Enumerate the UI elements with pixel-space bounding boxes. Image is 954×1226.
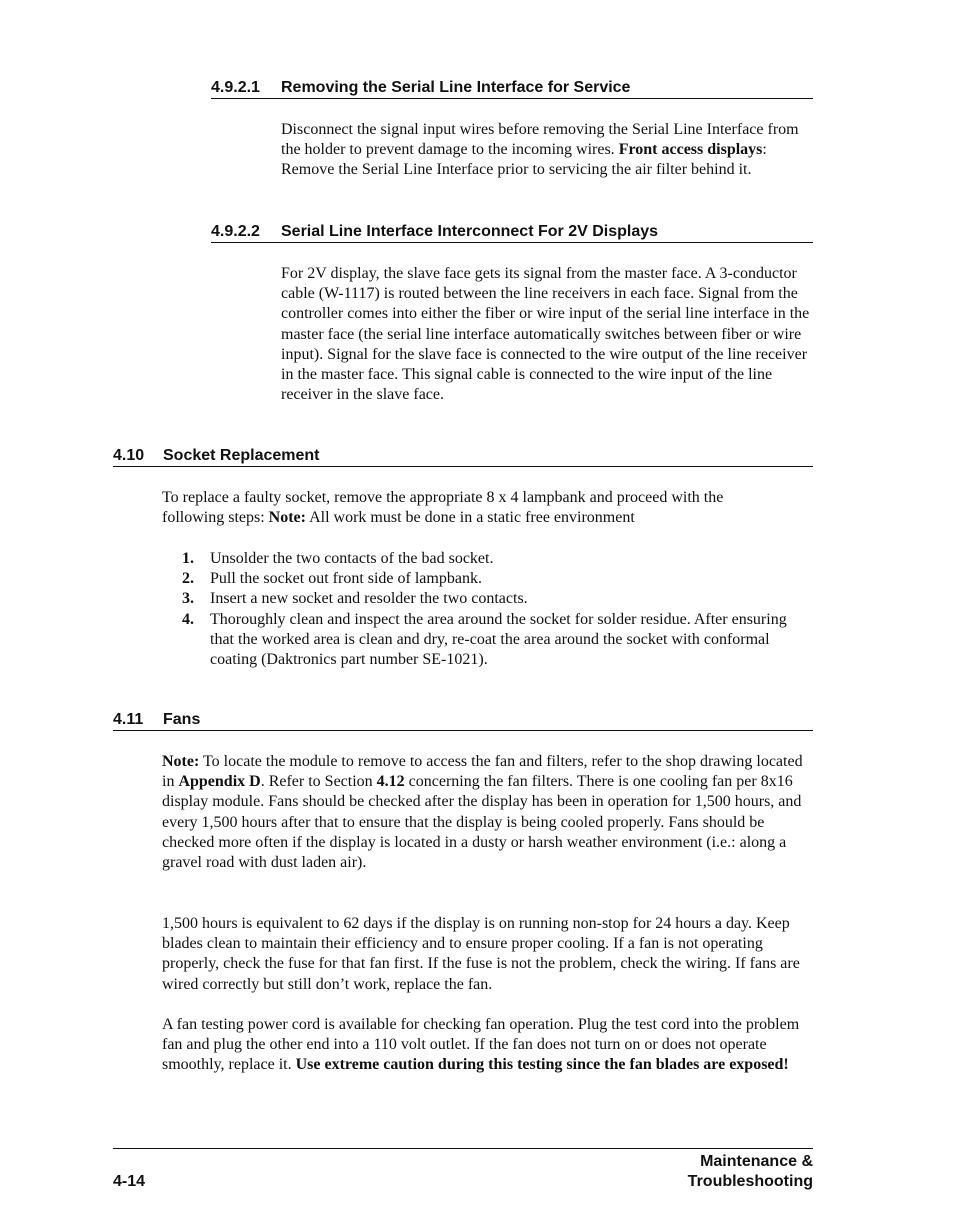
section-title: Removing the Serial Line Interface for Service: [281, 79, 631, 96]
section-title: Socket Replacement: [163, 447, 320, 464]
text-run: All work must be done in a static free environment: [305, 509, 635, 527]
text-run: . Refer to Section: [260, 773, 377, 791]
heading-4-11: [113, 710, 813, 731]
section-number: 4.11: [113, 711, 144, 728]
socket-steps-list: [162, 549, 802, 670]
paragraph-remove-sli: [281, 120, 811, 181]
list-item: [162, 589, 802, 609]
list-number: 4.: [182, 610, 194, 628]
section-number: 4.9.2.2: [211, 223, 260, 240]
text-run: : Remove the Serial Line Interface prior to servicing the air filter behind it.: [281, 141, 767, 179]
paragraph-2v-interconnect: For 2V display, the slave face gets its signal from the master face. A 3-conductor cable (W-1117) is routed between the line receivers in each face. Signal from the controller comes into either the fiber or wire input of the serial line interface in the master face (the serial line interface automatically switches between fiber or wire input). Signal for the slave face is connected to the wire output of the line receiver in the master face. This signal cable is connected to the wire input of the line receiver in the slave face.: [281, 265, 810, 404]
text-run: To replace a faulty socket, remove the appropriate 8 x 4 lampbank and proceed with the following steps:: [162, 489, 724, 527]
bold-text: 4.12: [376, 773, 405, 791]
text-run: A fan testing power cord is available for checking fan operation. Plug the test cord into the problem fan and plug the other end into a 110 volt outlet. If the fan does not turn on or does not operate smoothly, replace it.: [162, 1016, 800, 1074]
section-number: 4.10: [113, 447, 145, 464]
list-item: [162, 610, 802, 671]
list-number: 1.: [182, 550, 194, 567]
paragraph-fans-hours: 1,500 hours is equivalent to 62 days if the display is on running non-stop for 24 hours a day. Keep blades clean to maintain their efficiency and to ensure proper cooling. If a fan is not operating properly, check the fuse for that fan first. If the fuse is not the problem, check the wiring. If fans are wired correctly but still don’t work, replace the fan.: [162, 915, 800, 993]
bold-text: Note:: [162, 753, 200, 770]
bold-text: Appendix D: [178, 773, 261, 791]
heading-4-9-2-1: [211, 78, 813, 99]
list-item: [162, 569, 802, 589]
list-text: Pull the socket out front side of lampbank.: [210, 570, 482, 588]
list-item: [162, 549, 802, 569]
page-number: 4-14: [113, 1173, 146, 1190]
paragraph-fans-note: [162, 752, 814, 873]
chapter-title: [688, 1152, 813, 1192]
paragraph-fans-testing: [162, 1015, 802, 1076]
bold-text: Note:: [268, 509, 306, 527]
list-number: 3.: [182, 590, 194, 608]
footer-rule: [113, 1148, 813, 1149]
list-text: Insert a new socket and resolder the two contacts.: [210, 590, 528, 608]
section-number: 4.9.2.1: [211, 79, 260, 96]
chapter-title-line: Troubleshooting: [687, 1173, 813, 1190]
bold-text: Use extreme caution during this testing since the fan blades are exposed!: [295, 1056, 789, 1074]
section-title: Serial Line Interface Interconnect For 2V Displays: [281, 223, 659, 240]
list-text: Unsolder the two contacts of the bad socket.: [210, 550, 494, 567]
paragraph-socket-intro: [162, 488, 782, 528]
text-run: concerning the fan filters. There is one cooling fan per 8x16 display module. Fans should be checked after the display has been in operation for 1,500 hours, and every 1,500 hours after that to ensure that the display is being cooled properly. Fans should be checked more often if the display is located in a dusty or harsh weather environment (i.e.: along a gravel road with dust laden air).: [162, 773, 802, 872]
text-run: Disconnect the signal input wires before removing the Serial Line Interface from the holder to prevent damage to the incoming wires.: [281, 121, 799, 159]
list-text: Thoroughly clean and inspect the area around the socket for solder residue. After ensuring that the worked area is clean and dry, re-coat the area around the socket with conformal coating (Daktronics part number SE-1021).: [210, 610, 787, 669]
chapter-title-line: Maintenance &: [700, 1153, 813, 1170]
section-title: Fans: [163, 711, 201, 728]
bold-text: Front access displays: [618, 141, 763, 159]
text-run: To locate the module to remove to access the fan and filters, refer to the shop drawing located in: [162, 753, 803, 791]
heading-4-10: [113, 446, 813, 467]
heading-4-9-2-2: [211, 222, 813, 243]
list-number: 2.: [182, 570, 194, 588]
